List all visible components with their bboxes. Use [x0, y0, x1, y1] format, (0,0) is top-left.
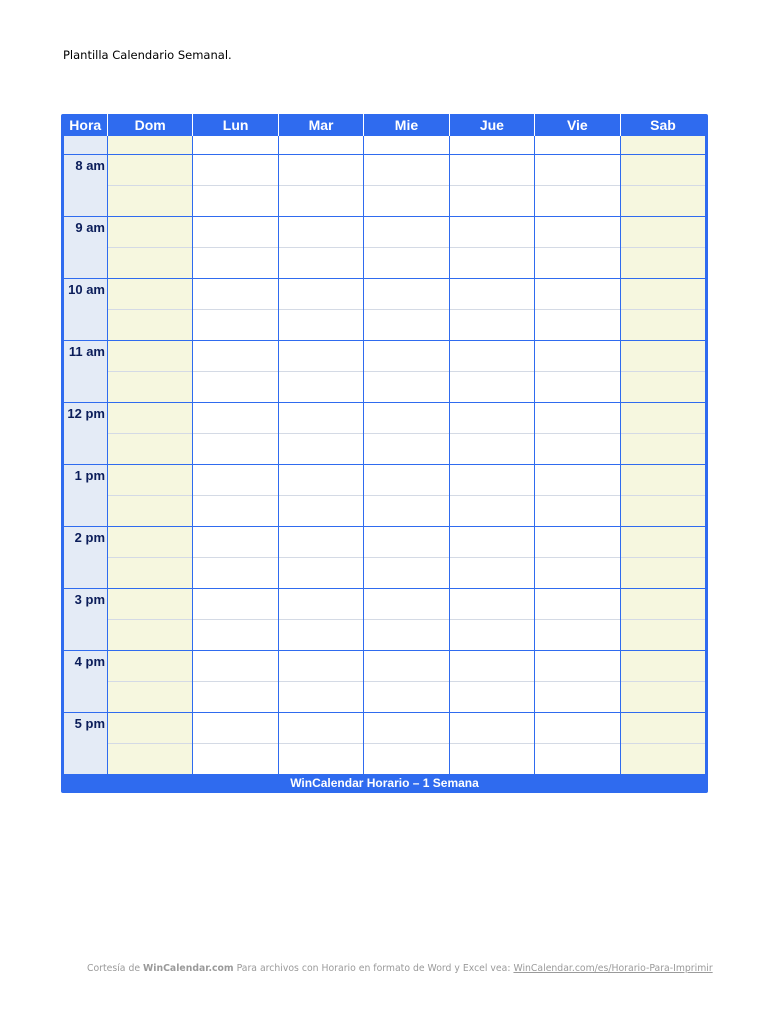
schedule-row-hour: [64, 527, 706, 558]
schedule-cell[interactable]: [108, 403, 193, 434]
schedule-cell[interactable]: [364, 558, 449, 589]
hour-label: 1 pm: [64, 465, 108, 496]
schedule-cell[interactable]: [278, 620, 363, 651]
footer-link[interactable]: WinCalendar.com/es/Horario-Para-Imprimir: [513, 963, 713, 974]
schedule-cell[interactable]: [535, 713, 620, 744]
schedule-cell[interactable]: [364, 434, 449, 465]
schedule-cell[interactable]: [193, 620, 278, 651]
schedule-cell[interactable]: [193, 136, 278, 155]
schedule-row-hour: [64, 341, 706, 372]
schedule-cell[interactable]: [108, 744, 193, 775]
schedule-row-hour: [64, 651, 706, 682]
schedule-cell[interactable]: [620, 744, 705, 775]
schedule-cell[interactable]: [535, 527, 620, 558]
schedule-cell[interactable]: [108, 713, 193, 744]
schedule-cell[interactable]: [449, 186, 534, 217]
schedule-cell[interactable]: [535, 558, 620, 589]
schedule-cell[interactable]: [278, 136, 363, 155]
hour-label: 8 am: [64, 155, 108, 186]
schedule-cell[interactable]: [620, 217, 705, 248]
schedule-cell[interactable]: [193, 372, 278, 403]
footer-prefix: Cortesía de: [87, 963, 141, 974]
schedule-cell[interactable]: [364, 527, 449, 558]
schedule-row-hour: [64, 713, 706, 744]
schedule-row-half: [64, 620, 706, 651]
schedule-cell[interactable]: [193, 651, 278, 682]
schedule-cell[interactable]: [449, 155, 534, 186]
hour-label: 11 am: [64, 341, 108, 372]
schedule-row-half: [64, 310, 706, 341]
header-mar: Mar: [278, 114, 363, 136]
schedule-cell[interactable]: [278, 186, 363, 217]
schedule-cell[interactable]: [620, 186, 705, 217]
schedule-cell[interactable]: [535, 279, 620, 310]
schedule-cell[interactable]: [108, 217, 193, 248]
schedule-cell[interactable]: [278, 248, 363, 279]
schedule-cell[interactable]: [278, 372, 363, 403]
schedule-cell[interactable]: [108, 341, 193, 372]
schedule-cell[interactable]: [278, 279, 363, 310]
schedule-cell[interactable]: [278, 744, 363, 775]
schedule-row-hour: [64, 279, 706, 310]
schedule-cell[interactable]: [449, 136, 534, 155]
schedule-cell[interactable]: [278, 217, 363, 248]
schedule-cell[interactable]: [535, 155, 620, 186]
hour-label: 5 pm: [64, 713, 108, 744]
schedule-cell[interactable]: [449, 217, 534, 248]
schedule-cell[interactable]: [449, 713, 534, 744]
schedule-cell[interactable]: [108, 279, 193, 310]
schedule-cell[interactable]: [620, 403, 705, 434]
schedule-row-hour: [64, 465, 706, 496]
schedule-cell[interactable]: [620, 279, 705, 310]
document-title: Plantilla Calendario Semanal.: [63, 48, 232, 62]
schedule-cell[interactable]: [193, 589, 278, 620]
schedule-cell[interactable]: [449, 558, 534, 589]
schedule-cell[interactable]: [620, 713, 705, 744]
header-lun: Lun: [193, 114, 278, 136]
schedule-cell[interactable]: [449, 744, 534, 775]
schedule-cell[interactable]: [449, 372, 534, 403]
schedule-cell[interactable]: [278, 589, 363, 620]
header-dom: Dom: [108, 114, 193, 136]
hour-label: [64, 620, 108, 651]
schedule-cell[interactable]: [449, 527, 534, 558]
schedule-cell[interactable]: [449, 682, 534, 713]
schedule-cell[interactable]: [278, 496, 363, 527]
schedule-body: [64, 136, 706, 774]
schedule-cell[interactable]: [193, 496, 278, 527]
schedule-cell[interactable]: [449, 248, 534, 279]
schedule-cell[interactable]: [535, 310, 620, 341]
footer-middle: Para archivos con Horario en formato de Word y Excel vea:: [236, 963, 511, 974]
schedule-cell[interactable]: [535, 136, 620, 155]
schedule-cell[interactable]: [108, 465, 193, 496]
hour-label: [64, 744, 108, 775]
schedule-row-hour: [64, 403, 706, 434]
schedule-cell[interactable]: [278, 527, 363, 558]
schedule-cell[interactable]: [364, 713, 449, 744]
schedule-cell[interactable]: [535, 465, 620, 496]
hour-label: 4 pm: [64, 651, 108, 682]
schedule-row-start: [64, 136, 706, 155]
schedule-cell[interactable]: [620, 155, 705, 186]
schedule-cell[interactable]: [364, 744, 449, 775]
schedule-cell[interactable]: [108, 136, 193, 155]
schedule-cell[interactable]: [193, 465, 278, 496]
schedule-cell[interactable]: [364, 341, 449, 372]
schedule-row-half: [64, 434, 706, 465]
schedule-cell[interactable]: [193, 558, 278, 589]
schedule-row-hour: [64, 155, 706, 186]
schedule-cell[interactable]: [108, 310, 193, 341]
header-hora: Hora: [64, 114, 108, 136]
schedule-cell[interactable]: [364, 279, 449, 310]
schedule-cell[interactable]: [449, 279, 534, 310]
schedule-cell[interactable]: [620, 527, 705, 558]
schedule-cell[interactable]: [620, 496, 705, 527]
schedule-cell[interactable]: [364, 217, 449, 248]
schedule-cell[interactable]: [108, 496, 193, 527]
schedule-cell[interactable]: [193, 713, 278, 744]
schedule-cell[interactable]: [449, 310, 534, 341]
footer-brand[interactable]: WinCalendar.com: [143, 963, 234, 974]
schedule-cell[interactable]: [108, 155, 193, 186]
schedule-cell[interactable]: [278, 682, 363, 713]
schedule-row-half: [64, 558, 706, 589]
schedule-cell[interactable]: [193, 744, 278, 775]
schedule-row-half: [64, 248, 706, 279]
schedule-cell[interactable]: [535, 496, 620, 527]
schedule-cell[interactable]: [364, 496, 449, 527]
schedule-row-hour: [64, 589, 706, 620]
schedule-cell[interactable]: [535, 186, 620, 217]
hour-label: 3 pm: [64, 589, 108, 620]
schedule-cell[interactable]: [535, 372, 620, 403]
header-row: [64, 114, 706, 136]
schedule-cell[interactable]: [193, 310, 278, 341]
schedule-cell[interactable]: [193, 248, 278, 279]
schedule-cell[interactable]: [108, 248, 193, 279]
schedule-cell[interactable]: [535, 217, 620, 248]
schedule-cell[interactable]: [620, 558, 705, 589]
schedule-cell[interactable]: [278, 465, 363, 496]
schedule-cell[interactable]: [193, 403, 278, 434]
schedule-cell[interactable]: [364, 465, 449, 496]
schedule-cell[interactable]: [364, 651, 449, 682]
schedule-cell[interactable]: [108, 434, 193, 465]
schedule-cell[interactable]: [278, 713, 363, 744]
schedule-cell[interactable]: [364, 155, 449, 186]
schedule-row-half: [64, 682, 706, 713]
schedule-cell[interactable]: [108, 651, 193, 682]
schedule-cell[interactable]: [193, 682, 278, 713]
schedule-cell[interactable]: [108, 558, 193, 589]
schedule-cell[interactable]: [449, 341, 534, 372]
schedule-cell[interactable]: [620, 434, 705, 465]
schedule-cell[interactable]: [620, 620, 705, 651]
schedule-cell[interactable]: [193, 186, 278, 217]
schedule-cell[interactable]: [193, 217, 278, 248]
schedule-cell[interactable]: [364, 186, 449, 217]
hour-label: [64, 372, 108, 403]
header-jue: Jue: [449, 114, 534, 136]
schedule-cell[interactable]: [449, 465, 534, 496]
schedule-table: [63, 114, 706, 774]
schedule-cell[interactable]: [278, 434, 363, 465]
schedule-cell[interactable]: [620, 589, 705, 620]
schedule-row-hour: [64, 217, 706, 248]
schedule-cell[interactable]: [449, 403, 534, 434]
schedule-cell[interactable]: [364, 589, 449, 620]
hour-label: [64, 558, 108, 589]
schedule-cell[interactable]: [449, 434, 534, 465]
schedule-cell[interactable]: [535, 651, 620, 682]
hour-label: 9 am: [64, 217, 108, 248]
schedule-cell[interactable]: [535, 744, 620, 775]
hour-label: [64, 186, 108, 217]
schedule-cell[interactable]: [449, 589, 534, 620]
schedule-cell[interactable]: [278, 651, 363, 682]
schedule-cell[interactable]: [535, 403, 620, 434]
hour-label: [64, 136, 108, 155]
schedule-cell[interactable]: [449, 496, 534, 527]
hour-label: [64, 310, 108, 341]
schedule-cell[interactable]: [278, 310, 363, 341]
schedule-cell[interactable]: [535, 620, 620, 651]
schedule-row-half: [64, 186, 706, 217]
schedule-cell[interactable]: [108, 682, 193, 713]
schedule-row-half: [64, 372, 706, 403]
schedule-cell[interactable]: [364, 248, 449, 279]
hour-label: [64, 496, 108, 527]
schedule-row-half: [64, 744, 706, 775]
hour-label: 10 am: [64, 279, 108, 310]
schedule-cell[interactable]: [449, 620, 534, 651]
page-footer: [87, 963, 713, 974]
schedule-cell[interactable]: [620, 136, 705, 155]
schedule-cell[interactable]: [364, 372, 449, 403]
weekly-schedule: [61, 114, 708, 793]
schedule-cell[interactable]: [193, 155, 278, 186]
header-vie: Vie: [535, 114, 620, 136]
schedule-cell[interactable]: [278, 155, 363, 186]
schedule-cell[interactable]: [193, 279, 278, 310]
schedule-cell[interactable]: [278, 403, 363, 434]
schedule-cell[interactable]: [108, 589, 193, 620]
schedule-cell[interactable]: [193, 434, 278, 465]
schedule-cell[interactable]: [620, 465, 705, 496]
schedule-cell[interactable]: [535, 248, 620, 279]
hour-label: [64, 434, 108, 465]
schedule-cell[interactable]: [193, 341, 278, 372]
hour-label: [64, 248, 108, 279]
schedule-cell[interactable]: [535, 589, 620, 620]
schedule-cell[interactable]: [535, 682, 620, 713]
schedule-cell[interactable]: [278, 558, 363, 589]
schedule-cell[interactable]: [449, 651, 534, 682]
schedule-cell[interactable]: [364, 136, 449, 155]
schedule-cell[interactable]: [364, 403, 449, 434]
header-sab: Sab: [650, 117, 676, 133]
schedule-cell[interactable]: [620, 682, 705, 713]
schedule-cell[interactable]: [108, 527, 193, 558]
schedule-cell[interactable]: [535, 341, 620, 372]
header-mie: Mie: [364, 114, 449, 136]
schedule-cell[interactable]: [364, 310, 449, 341]
schedule-cell[interactable]: [108, 372, 193, 403]
schedule-cell[interactable]: [193, 527, 278, 558]
schedule-cell[interactable]: [620, 248, 705, 279]
schedule-cell[interactable]: [535, 434, 620, 465]
hour-label: 12 pm: [64, 403, 108, 434]
schedule-cell[interactable]: [620, 651, 705, 682]
schedule-cell[interactable]: [364, 682, 449, 713]
schedule-cell[interactable]: [364, 620, 449, 651]
schedule-cell[interactable]: [620, 372, 705, 403]
schedule-cell[interactable]: [278, 341, 363, 372]
schedule-cell[interactable]: [620, 310, 705, 341]
schedule-row-half: [64, 496, 706, 527]
schedule-cell[interactable]: [108, 186, 193, 217]
hour-label: 2 pm: [64, 527, 108, 558]
hour-label: [64, 682, 108, 713]
calendar-footer: WinCalendar Horario – 1 Semana: [290, 776, 479, 790]
schedule-cell[interactable]: [620, 341, 705, 372]
schedule-cell[interactable]: [108, 620, 193, 651]
